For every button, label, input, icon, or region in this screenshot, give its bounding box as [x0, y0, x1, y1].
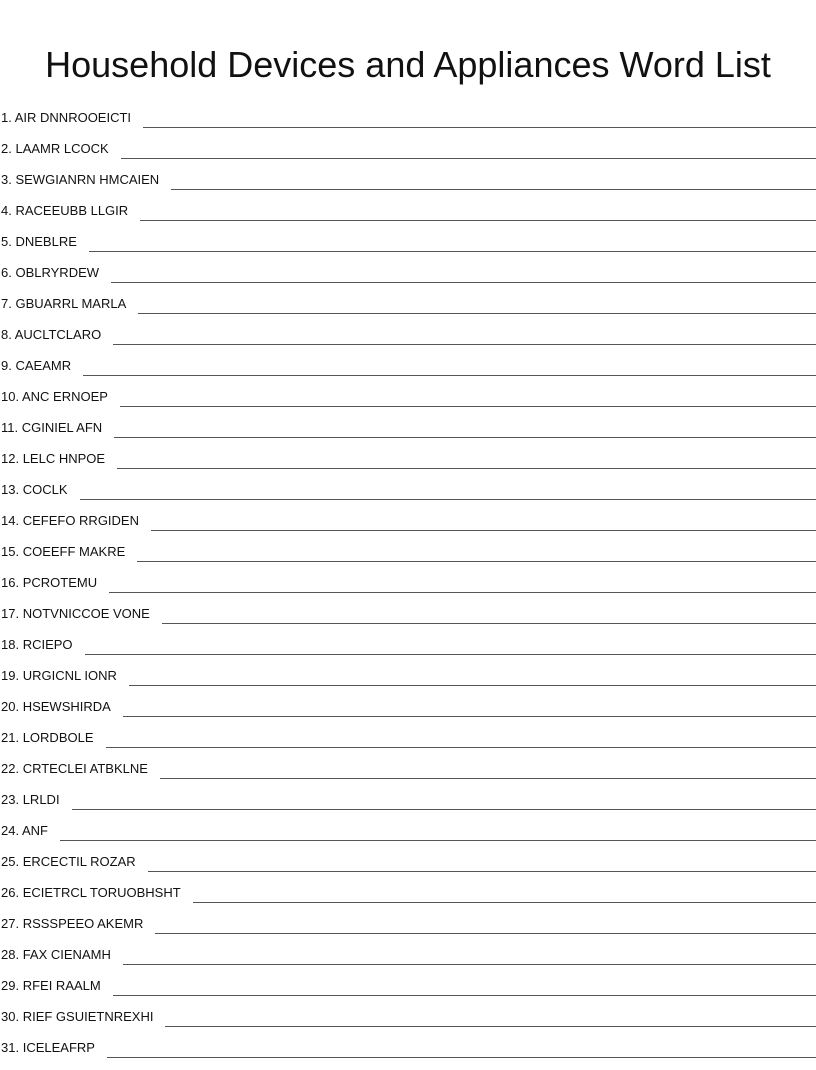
item-number: 29.	[1, 978, 19, 993]
scrambled-word-label	[0, 296, 126, 326]
list-item	[0, 760, 816, 791]
item-number: 11.	[1, 420, 18, 435]
answer-line[interactable]	[111, 282, 816, 283]
scrambled-word-label	[0, 203, 128, 233]
answer-line[interactable]	[148, 871, 816, 872]
scrambled-word-label	[0, 327, 101, 357]
scrambled-word-label	[0, 1040, 95, 1070]
item-number: 15.	[1, 544, 19, 559]
item-number: 8.	[1, 327, 12, 342]
item-number: 27.	[1, 916, 19, 931]
scrambled-word-label	[0, 141, 109, 171]
scrambled-word: ERCECTIL ROZAR	[23, 854, 136, 869]
scrambled-word: COCLK	[23, 482, 68, 497]
scrambled-word: ICELEAFRP	[23, 1040, 95, 1055]
scrambled-word-label	[0, 110, 131, 140]
answer-line[interactable]	[113, 995, 816, 996]
item-number: 20.	[1, 699, 19, 714]
list-item	[0, 605, 816, 636]
answer-line[interactable]	[83, 375, 816, 376]
item-number: 25.	[1, 854, 19, 869]
list-item	[0, 295, 816, 326]
scrambled-word-label	[0, 513, 139, 543]
item-number: 19.	[1, 668, 19, 683]
scrambled-word: DNEBLRE	[15, 234, 76, 249]
scrambled-word-label	[0, 606, 150, 636]
scrambled-word-label	[0, 916, 143, 946]
list-item	[0, 853, 816, 884]
scrambled-word: RCIEPO	[23, 637, 73, 652]
item-number: 1.	[1, 110, 12, 125]
answer-line[interactable]	[106, 747, 816, 748]
answer-line[interactable]	[72, 809, 816, 810]
scrambled-word-label	[0, 451, 105, 481]
scrambled-word-label	[0, 699, 111, 729]
list-item	[0, 357, 816, 388]
scrambled-word: AIR DNNROOEICTI	[15, 110, 131, 125]
list-item	[0, 636, 816, 667]
item-number: 12.	[1, 451, 19, 466]
list-item	[0, 946, 816, 977]
list-item	[0, 698, 816, 729]
item-number: 26.	[1, 885, 19, 900]
list-item	[0, 202, 816, 233]
list-item	[0, 512, 816, 543]
answer-line[interactable]	[109, 592, 816, 593]
list-item	[0, 729, 816, 760]
item-number: 30.	[1, 1009, 19, 1024]
list-item	[0, 171, 816, 202]
list-item	[0, 915, 816, 946]
answer-line[interactable]	[171, 189, 816, 190]
scrambled-word: ANF	[22, 823, 48, 838]
item-number: 2.	[1, 141, 12, 156]
item-number: 7.	[1, 296, 12, 311]
answer-line[interactable]	[129, 685, 816, 686]
scrambled-word: CAEAMR	[15, 358, 71, 373]
list-item	[0, 574, 816, 605]
scrambled-word-label	[0, 420, 102, 450]
scrambled-word-label	[0, 389, 108, 419]
list-item	[0, 481, 816, 512]
scrambled-word: NOTVNICCOE VONE	[23, 606, 150, 621]
item-number: 10.	[1, 389, 19, 404]
answer-line[interactable]	[151, 530, 816, 531]
answer-line[interactable]	[137, 561, 816, 562]
scrambled-word: CGINIEL AFN	[22, 420, 102, 435]
scrambled-word: RIEF GSUIETNREXHI	[23, 1009, 154, 1024]
answer-line[interactable]	[117, 468, 816, 469]
answer-line[interactable]	[160, 778, 816, 779]
answer-line[interactable]	[143, 127, 816, 128]
scrambled-word-label	[0, 358, 71, 388]
answer-line[interactable]	[120, 406, 816, 407]
scrambled-word-label	[0, 265, 99, 295]
item-number: 9.	[1, 358, 12, 373]
item-number: 4.	[1, 203, 12, 218]
answer-line[interactable]	[85, 654, 816, 655]
scrambled-word: CRTECLEI ATBKLNE	[23, 761, 148, 776]
scrambled-word-label	[0, 792, 60, 822]
scrambled-word-label	[0, 482, 68, 512]
page-title: Household Devices and Appliances Word List	[0, 43, 816, 87]
scrambled-word-label	[0, 885, 181, 915]
list-item	[0, 791, 816, 822]
item-number: 5.	[1, 234, 12, 249]
list-item	[0, 388, 816, 419]
list-item	[0, 326, 816, 357]
item-number: 3.	[1, 172, 12, 187]
item-number: 14.	[1, 513, 19, 528]
answer-line[interactable]	[140, 220, 816, 221]
scrambled-word: HSEWSHIRDA	[23, 699, 111, 714]
scrambled-word: FAX CIENAMH	[23, 947, 111, 962]
scrambled-word-label	[0, 978, 101, 1008]
answer-line[interactable]	[123, 964, 816, 965]
scrambled-word: LORDBOLE	[23, 730, 94, 745]
list-item	[0, 822, 816, 853]
scrambled-word: LRLDI	[23, 792, 60, 807]
answer-line[interactable]	[114, 437, 816, 438]
scrambled-word: RFEI RAALM	[23, 978, 101, 993]
answer-line[interactable]	[138, 313, 816, 314]
scrambled-word: GBUARRL MARLA	[15, 296, 126, 311]
item-number: 16.	[1, 575, 19, 590]
list-item	[0, 977, 816, 1008]
scrambled-word-label	[0, 544, 125, 574]
scrambled-word: AUCLTCLARO	[15, 327, 101, 342]
scrambled-word: LAAMR LCOCK	[15, 141, 108, 156]
list-item	[0, 543, 816, 574]
scrambled-word: URGICNL IONR	[23, 668, 117, 683]
scrambled-word-label	[0, 1009, 153, 1039]
scrambled-word-label	[0, 823, 48, 853]
scrambled-word: ECIETRCL TORUOBHSHT	[23, 885, 181, 900]
answer-line[interactable]	[155, 933, 816, 934]
list-item	[0, 264, 816, 295]
scrambled-word: COEEFF MAKRE	[23, 544, 126, 559]
scrambled-word: ANC ERNOEP	[22, 389, 108, 404]
scrambled-word-label	[0, 761, 148, 791]
item-number: 21.	[1, 730, 19, 745]
item-number: 22.	[1, 761, 19, 776]
answer-line[interactable]	[162, 623, 816, 624]
answer-line[interactable]	[60, 840, 816, 841]
scrambled-word: RACEEUBB LLGIR	[15, 203, 128, 218]
scrambled-word: RSSSPEEO AKEMR	[23, 916, 144, 931]
list-item	[0, 667, 816, 698]
scrambled-word-label	[0, 637, 73, 667]
scrambled-word: LELC HNPOE	[23, 451, 105, 466]
scrambled-word: CEFEFO RRGIDEN	[23, 513, 139, 528]
scrambled-word-label	[0, 172, 159, 202]
item-number: 23.	[1, 792, 19, 807]
scrambled-word-label	[0, 947, 111, 977]
list-item	[0, 419, 816, 450]
word-list	[0, 109, 816, 1070]
answer-line[interactable]	[89, 251, 816, 252]
item-number: 18.	[1, 637, 19, 652]
scrambled-word-label	[0, 854, 136, 884]
list-item	[0, 140, 816, 171]
answer-line[interactable]	[123, 716, 816, 717]
scrambled-word-label	[0, 575, 97, 605]
answer-line[interactable]	[107, 1057, 816, 1058]
list-item	[0, 1039, 816, 1070]
item-number: 24.	[1, 823, 19, 838]
item-number: 13.	[1, 482, 19, 497]
scrambled-word: PCROTEMU	[23, 575, 97, 590]
item-number: 28.	[1, 947, 19, 962]
answer-line[interactable]	[193, 902, 816, 903]
item-number: 6.	[1, 265, 12, 280]
list-item	[0, 233, 816, 264]
answer-line[interactable]	[165, 1026, 816, 1027]
scrambled-word: OBLRYRDEW	[15, 265, 99, 280]
scrambled-word-label	[0, 730, 94, 760]
list-item	[0, 109, 816, 140]
answer-line[interactable]	[113, 344, 816, 345]
scrambled-word: SEWGIANRN HMCAIEN	[15, 172, 159, 187]
list-item	[0, 1008, 816, 1039]
answer-line[interactable]	[80, 499, 816, 500]
scrambled-word-label	[0, 234, 77, 264]
answer-line[interactable]	[121, 158, 816, 159]
scrambled-word-label	[0, 668, 117, 698]
list-item	[0, 884, 816, 915]
item-number: 17.	[1, 606, 19, 621]
list-item	[0, 450, 816, 481]
item-number: 31.	[1, 1040, 19, 1055]
